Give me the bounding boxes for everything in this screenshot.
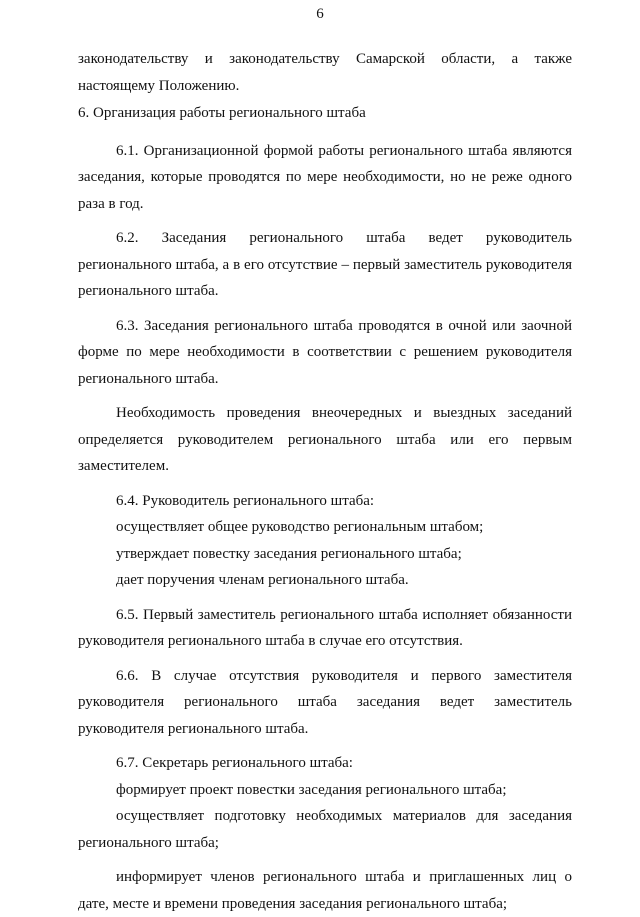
paragraph-6-7: 6.7. Секретарь регионального штаба: xyxy=(116,755,353,771)
paragraph-continuation: законодательству и законодательству Самарской области, а также настоящему Положению. xyxy=(78,51,572,94)
list-item-6-7a: формирует проект повестки заседания регионального штаба; xyxy=(116,781,507,798)
document-body xyxy=(78,46,572,917)
list-item-6-4a: осуществляет общее руководство региональным штабом; xyxy=(116,519,484,535)
paragraph-6-3-extra: Необходимость проведения внеочередных и выездных заседаний определяется руководителем регионального штаба или его первым заместителем. xyxy=(78,405,572,474)
list-item-6-4c: дает поручения членам регионального штаба. xyxy=(116,572,409,588)
paragraph-6-3: 6.3. Заседания регионального штаба проводятся в очной или заочной форме по мере необходимости в соответствии с решением руководителя регионального штаба. xyxy=(78,317,572,387)
list-item-6-7c: информирует членов регионального штаба и приглашенных лиц о дате, месте и времени проведения заседания регионального штаба; xyxy=(78,869,572,912)
paragraph-6-4: 6.4. Руководитель регионального штаба: xyxy=(116,492,375,509)
page-number: 6 xyxy=(316,6,324,22)
paragraph-6-1: 6.1. Организационной формой работы регионального штаба являются заседания, которые проводятся по мере необходимости, но не реже одного раза в год. xyxy=(78,142,572,212)
list-item-6-7b: осуществляет подготовку необходимых материалов для заседания регионального штаба; xyxy=(78,808,572,851)
paragraph-6-2: 6.2. Заседания регионального штаба ведет руководитель регионального штаба, а в его отсутствие – первый заместитель руководителя регионального штаба. xyxy=(78,230,572,299)
section-heading: 6. Организация работы регионального штаба xyxy=(78,105,366,121)
paragraph-6-5: 6.5. Первый заместитель регионального штаба исполняет обязанности руководителя регионального штаба в случае его отсутствия. xyxy=(78,606,572,649)
paragraph-6-6: 6.6. В случае отсутствия руководителя и первого заместителя руководителя регионального штаба заседания ведет заместитель руководителя регионального штаба. xyxy=(78,667,572,737)
list-item-6-4b: утверждает повестку заседания регионального штаба; xyxy=(116,545,462,562)
